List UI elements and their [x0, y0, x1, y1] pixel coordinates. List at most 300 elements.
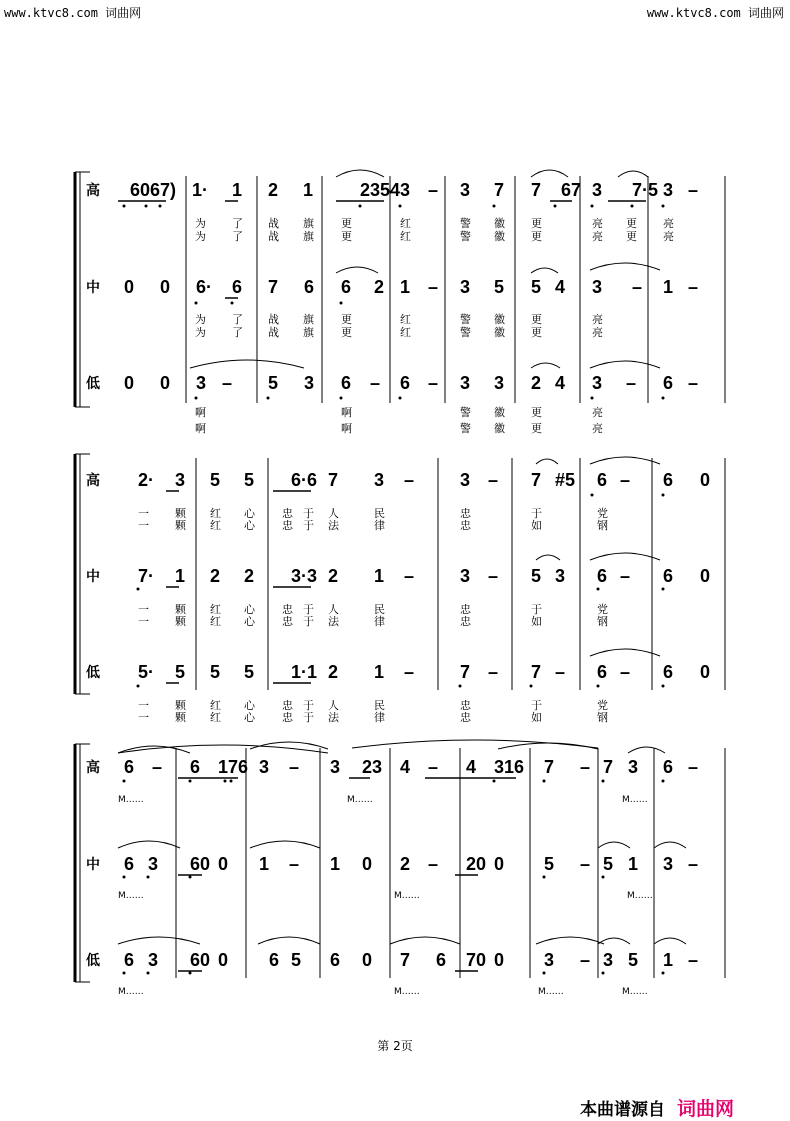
note: 3: [196, 373, 207, 393]
lyric-syllable: 警: [460, 422, 471, 435]
note: 7: [400, 950, 411, 970]
note: 3: [330, 757, 341, 777]
lyric-syllable: 啊: [195, 406, 206, 419]
lyric-syllable: 忠: [460, 519, 471, 532]
note: 5: [244, 470, 255, 490]
note: –: [688, 854, 699, 874]
note: 3: [400, 180, 411, 200]
note: –: [488, 662, 499, 682]
lyric-syllable: 红: [210, 711, 221, 724]
note: 3: [592, 277, 603, 297]
note: –: [428, 277, 439, 297]
note: –: [688, 757, 699, 777]
note: –: [428, 180, 439, 200]
part-label-mid: 中: [86, 569, 100, 585]
note: –: [152, 757, 163, 777]
note: 3: [555, 566, 566, 586]
lyric-syllable: 红: [210, 615, 221, 628]
note: 0: [218, 854, 229, 874]
lyric-syllable: 心: [244, 519, 255, 532]
lyric-syllable: 于: [303, 615, 314, 628]
footer-source: [580, 1094, 734, 1121]
note: 6: [663, 470, 674, 490]
lyric-syllable: 心: [244, 711, 255, 724]
lyric-syllable: 于: [303, 519, 314, 532]
note: 2: [374, 277, 385, 297]
lyric-syllable: 战: [268, 217, 279, 230]
note: 7: [531, 180, 542, 200]
lyric-syllable: 更: [341, 230, 352, 243]
note: 1: [374, 662, 385, 682]
note: 0: [160, 373, 171, 393]
lyric-syllable: 忠: [460, 615, 471, 628]
part-label-low: 低: [86, 665, 100, 681]
note: 3: [460, 373, 471, 393]
note: –: [488, 470, 499, 490]
lyric-syllable: 心: [244, 603, 255, 616]
lyric-syllable: 为: [195, 313, 206, 326]
note: 6·6: [291, 470, 318, 490]
lyric-syllable: 亮: [592, 217, 603, 230]
note: 3: [592, 373, 603, 393]
hum-marking: M……: [622, 795, 648, 805]
note: 5: [291, 950, 302, 970]
note: 3: [603, 950, 614, 970]
note: 6: [124, 950, 135, 970]
lyric-syllable: 法: [328, 711, 339, 724]
note: 3: [592, 180, 603, 200]
lyric-syllable: 律: [374, 711, 385, 724]
lyric-syllable: 红: [400, 313, 411, 326]
note: 2: [328, 662, 339, 682]
lyric-syllable: 颗: [175, 603, 186, 616]
lyric-syllable: 亮: [592, 326, 603, 339]
note: 6: [400, 373, 411, 393]
note: 3: [175, 470, 186, 490]
note: 1: [663, 277, 674, 297]
hum-marking: M……: [347, 795, 373, 805]
lyric-syllable: 党: [597, 507, 608, 520]
lyric-syllable: 警: [460, 217, 471, 230]
note: –: [580, 950, 591, 970]
note: 7: [544, 757, 555, 777]
note: 3: [460, 470, 471, 490]
note: –: [289, 854, 300, 874]
lyric-syllable: 更: [341, 326, 352, 339]
lyric-syllable: 了: [232, 326, 243, 339]
note: 0: [124, 373, 135, 393]
note: 5: [210, 662, 221, 682]
footer-brand-logo[interactable]: 词曲网: [677, 1098, 735, 1120]
lyric-syllable: 心: [244, 699, 255, 712]
part-label-high: 高: [86, 473, 100, 489]
lyric-syllable: 民: [374, 603, 385, 616]
note: 1·: [192, 180, 209, 200]
lyric-syllable: 钢: [597, 711, 608, 724]
note: 2: [244, 566, 255, 586]
note: –: [428, 854, 439, 874]
lyric-syllable: 更: [626, 217, 637, 230]
note: 4: [555, 373, 566, 393]
note: –: [688, 373, 699, 393]
hum-marking: M……: [538, 987, 564, 997]
note: 4: [555, 277, 566, 297]
lyric-syllable: 警: [460, 313, 471, 326]
note: 6: [597, 566, 608, 586]
note: 5: [175, 662, 186, 682]
note: 6: [124, 854, 135, 874]
note: 3: [374, 470, 385, 490]
note: 1: [374, 566, 385, 586]
part-label-high: 高: [86, 760, 100, 776]
part-label-mid: 中: [86, 857, 100, 873]
lyric-syllable: 啊: [341, 406, 352, 419]
note: 6: [190, 757, 201, 777]
note: 0: [700, 470, 711, 490]
lyric-syllable: 党: [597, 699, 608, 712]
lyric-syllable: 于: [303, 711, 314, 724]
hum-marking: M……: [118, 987, 144, 997]
lyric-syllable: 为: [195, 217, 206, 230]
lyric-syllable: 徽: [494, 326, 505, 339]
lyric-syllable: 啊: [195, 422, 206, 435]
note: 3: [460, 566, 471, 586]
lyric-syllable: 旗: [303, 326, 314, 339]
note: 0: [362, 854, 373, 874]
lyric-syllable: 亮: [592, 406, 603, 419]
lyric-syllable: 了: [232, 230, 243, 243]
note: 6: [269, 950, 280, 970]
note: 0: [218, 950, 229, 970]
note: 6: [663, 373, 674, 393]
note: –: [620, 662, 631, 682]
note: 5·: [138, 662, 155, 682]
lyric-syllable: 更: [626, 230, 637, 243]
note: 1: [303, 180, 314, 200]
note: 7: [460, 662, 471, 682]
lyric-syllable: 警: [460, 326, 471, 339]
lyric-syllable: 颗: [175, 615, 186, 628]
note: 6: [232, 277, 243, 297]
lyric-syllable: 更: [531, 230, 542, 243]
lyric-syllable: 人: [328, 507, 339, 520]
lyric-syllable: 为: [195, 326, 206, 339]
note: 1: [259, 854, 270, 874]
note: –: [222, 373, 233, 393]
note: –: [688, 277, 699, 297]
lyric-syllable: 人: [328, 603, 339, 616]
lyric-syllable: 党: [597, 603, 608, 616]
lyric-syllable: 旗: [303, 230, 314, 243]
note: –: [404, 662, 415, 682]
note: 2: [531, 373, 542, 393]
note: –: [620, 470, 631, 490]
lyric-syllable: 为: [195, 230, 206, 243]
lyric-syllable: 一: [138, 615, 149, 628]
note: 6: [663, 662, 674, 682]
lyric-syllable: 更: [531, 217, 542, 230]
note: 1: [175, 566, 186, 586]
note: 5: [603, 854, 614, 874]
note: 4: [400, 757, 411, 777]
note: 5: [244, 662, 255, 682]
lyric-syllable: 红: [210, 519, 221, 532]
lyric-syllable: 啊: [341, 422, 352, 435]
lyric-syllable: 警: [460, 406, 471, 419]
lyric-syllable: 颗: [175, 711, 186, 724]
lyric-syllable: 一: [138, 603, 149, 616]
note: 0: [494, 854, 505, 874]
lyric-syllable: 红: [210, 603, 221, 616]
note: 6: [341, 373, 352, 393]
lyric-syllable: 一: [138, 699, 149, 712]
lyric-syllable: 于: [303, 507, 314, 520]
note: 3: [494, 373, 505, 393]
lyric-syllable: 于: [303, 603, 314, 616]
lyric-syllable: 红: [400, 230, 411, 243]
lyric-syllable: 亮: [663, 217, 674, 230]
lyric-syllable: 心: [244, 507, 255, 520]
lyric-syllable: 钢: [597, 519, 608, 532]
lyric-syllable: 旗: [303, 217, 314, 230]
lyric-syllable: 法: [328, 615, 339, 628]
note: 0: [160, 277, 171, 297]
note: 5: [531, 566, 542, 586]
note: 1: [628, 854, 639, 874]
note: 7·5: [632, 180, 659, 200]
note: 3: [544, 950, 555, 970]
page-number: 第 2页: [377, 1039, 413, 1053]
lyric-syllable: 心: [244, 615, 255, 628]
note: 3: [628, 757, 639, 777]
note: –: [428, 757, 439, 777]
lyric-syllable: 民: [374, 507, 385, 520]
lyric-syllable: 徽: [494, 422, 505, 435]
note: 2354: [360, 180, 401, 200]
lyric-syllable: 于: [531, 699, 542, 712]
lyric-syllable: 人: [328, 699, 339, 712]
site-header-right: www.ktvc8.com 词曲网: [646, 6, 784, 20]
lyric-syllable: 亮: [592, 422, 603, 435]
note: 0: [494, 950, 505, 970]
lyric-syllable: 亮: [592, 313, 603, 326]
lyric-syllable: 颗: [175, 507, 186, 520]
note: 5: [494, 277, 505, 297]
lyric-syllable: 忠: [460, 699, 471, 712]
lyric-syllable: 警: [460, 230, 471, 243]
lyric-syllable: 如: [531, 711, 542, 724]
lyric-syllable: 忠: [282, 507, 293, 520]
lyric-syllable: 徽: [494, 217, 505, 230]
note: 7: [531, 662, 542, 682]
lyric-syllable: 颗: [175, 699, 186, 712]
lyric-syllable: 更: [531, 406, 542, 419]
footer-source-text: 本曲谱源自: [580, 1100, 665, 1120]
lyric-syllable: 如: [531, 519, 542, 532]
note: 3·3: [291, 566, 318, 586]
note: 4: [466, 757, 477, 777]
lyric-syllable: 更: [341, 217, 352, 230]
note: 3: [304, 373, 315, 393]
lyric-syllable: 亮: [592, 230, 603, 243]
lyric-syllable: 律: [374, 615, 385, 628]
note: 1: [400, 277, 411, 297]
note: –: [555, 662, 566, 682]
note: –: [620, 566, 631, 586]
lyric-syllable: 忠: [460, 507, 471, 520]
part-label-low: 低: [86, 953, 100, 969]
lyric-syllable: 了: [232, 313, 243, 326]
note: 5: [268, 373, 279, 393]
lyric-syllable: 战: [268, 230, 279, 243]
lyric-syllable: 忠: [282, 699, 293, 712]
note: 316: [494, 757, 525, 777]
note: 6: [304, 277, 315, 297]
note: 60: [190, 854, 211, 874]
lyric-syllable: 更: [531, 422, 542, 435]
lyric-syllable: 颗: [175, 519, 186, 532]
note: 0: [362, 950, 373, 970]
note: –: [580, 757, 591, 777]
note: 6: [341, 277, 352, 297]
note: 6·: [196, 277, 213, 297]
note: 1: [663, 950, 674, 970]
lyric-syllable: 徽: [494, 313, 505, 326]
note: 3: [460, 277, 471, 297]
hum-marking: M……: [118, 891, 144, 901]
note: 6: [663, 566, 674, 586]
note: 1: [232, 180, 243, 200]
note: 176: [218, 757, 249, 777]
note: 7·: [138, 566, 155, 586]
lyric-syllable: 钢: [597, 615, 608, 628]
note: 1: [330, 854, 341, 874]
note: 6: [663, 757, 674, 777]
hum-marking: M……: [394, 987, 420, 997]
hum-marking: M……: [627, 891, 653, 901]
note: –: [488, 566, 499, 586]
lyric-syllable: 一: [138, 519, 149, 532]
lyric-syllable: 徽: [494, 230, 505, 243]
lyric-syllable: 亮: [663, 230, 674, 243]
lyric-syllable: 更: [531, 326, 542, 339]
note: –: [688, 950, 699, 970]
hum-marking: M……: [622, 987, 648, 997]
note: 6: [436, 950, 447, 970]
note: 2: [328, 566, 339, 586]
lyric-syllable: 更: [341, 313, 352, 326]
note: 2: [400, 854, 411, 874]
note: 5: [544, 854, 555, 874]
note: 7: [268, 277, 279, 297]
part-label-low: 低: [86, 376, 100, 392]
note: 3: [663, 854, 674, 874]
note: 0: [700, 662, 711, 682]
hum-marking: M……: [394, 891, 420, 901]
note: 5: [210, 470, 221, 490]
lyric-syllable: 忠: [282, 615, 293, 628]
part-label-mid: 中: [86, 280, 100, 296]
lyric-syllable: 徽: [494, 406, 505, 419]
lyric-syllable: 红: [210, 507, 221, 520]
hum-marking: M……: [118, 795, 144, 805]
lyric-syllable: 如: [531, 615, 542, 628]
note: 0: [124, 277, 135, 297]
note: –: [370, 373, 381, 393]
note: 1·1: [291, 662, 318, 682]
note: 6067): [130, 180, 177, 200]
note: –: [289, 757, 300, 777]
lyric-syllable: 一: [138, 507, 149, 520]
note: –: [632, 277, 643, 297]
lyric-syllable: 律: [374, 519, 385, 532]
note: #5: [555, 470, 576, 490]
note: 7: [328, 470, 339, 490]
site-header-left: www.ktvc8.com 词曲网: [4, 6, 142, 20]
lyric-syllable: 红: [400, 217, 411, 230]
lyric-syllable: 于: [531, 603, 542, 616]
note: 2·: [138, 470, 155, 490]
note: 3: [148, 950, 159, 970]
note: 6: [124, 757, 135, 777]
note: –: [580, 854, 591, 874]
note: 3: [259, 757, 270, 777]
lyric-syllable: 战: [268, 313, 279, 326]
note: 2: [268, 180, 279, 200]
note: 70: [466, 950, 487, 970]
lyric-syllable: 民: [374, 699, 385, 712]
note: 2: [210, 566, 221, 586]
lyric-syllable: 忠: [282, 603, 293, 616]
note: 6: [597, 662, 608, 682]
note: 3: [460, 180, 471, 200]
note: 3: [663, 180, 674, 200]
note: –: [428, 373, 439, 393]
lyric-syllable: 法: [328, 519, 339, 532]
lyric-syllable: 忠: [460, 711, 471, 724]
note: 7: [531, 470, 542, 490]
note: 23: [362, 757, 383, 777]
part-label-high: 高: [86, 183, 100, 199]
note: 0: [700, 566, 711, 586]
lyric-syllable: 更: [531, 313, 542, 326]
note: 7: [603, 757, 614, 777]
note: –: [404, 566, 415, 586]
lyric-syllable: 忠: [282, 711, 293, 724]
note: 20: [466, 854, 487, 874]
note: 7: [494, 180, 505, 200]
lyric-syllable: 了: [232, 217, 243, 230]
note: –: [626, 373, 637, 393]
note: 6: [330, 950, 341, 970]
note: 67: [561, 180, 582, 200]
note: 6: [597, 470, 608, 490]
note: 60: [190, 950, 211, 970]
note: –: [404, 470, 415, 490]
lyric-syllable: 于: [303, 699, 314, 712]
lyric-syllable: 一: [138, 711, 149, 724]
lyric-syllable: 红: [210, 699, 221, 712]
lyric-syllable: 战: [268, 326, 279, 339]
lyric-syllable: 旗: [303, 313, 314, 326]
lyric-syllable: 红: [400, 326, 411, 339]
lyric-syllable: 忠: [460, 603, 471, 616]
note: 3: [148, 854, 159, 874]
lyric-syllable: 于: [531, 507, 542, 520]
lyric-syllable: 忠: [282, 519, 293, 532]
note: 5: [628, 950, 639, 970]
note: 5: [531, 277, 542, 297]
